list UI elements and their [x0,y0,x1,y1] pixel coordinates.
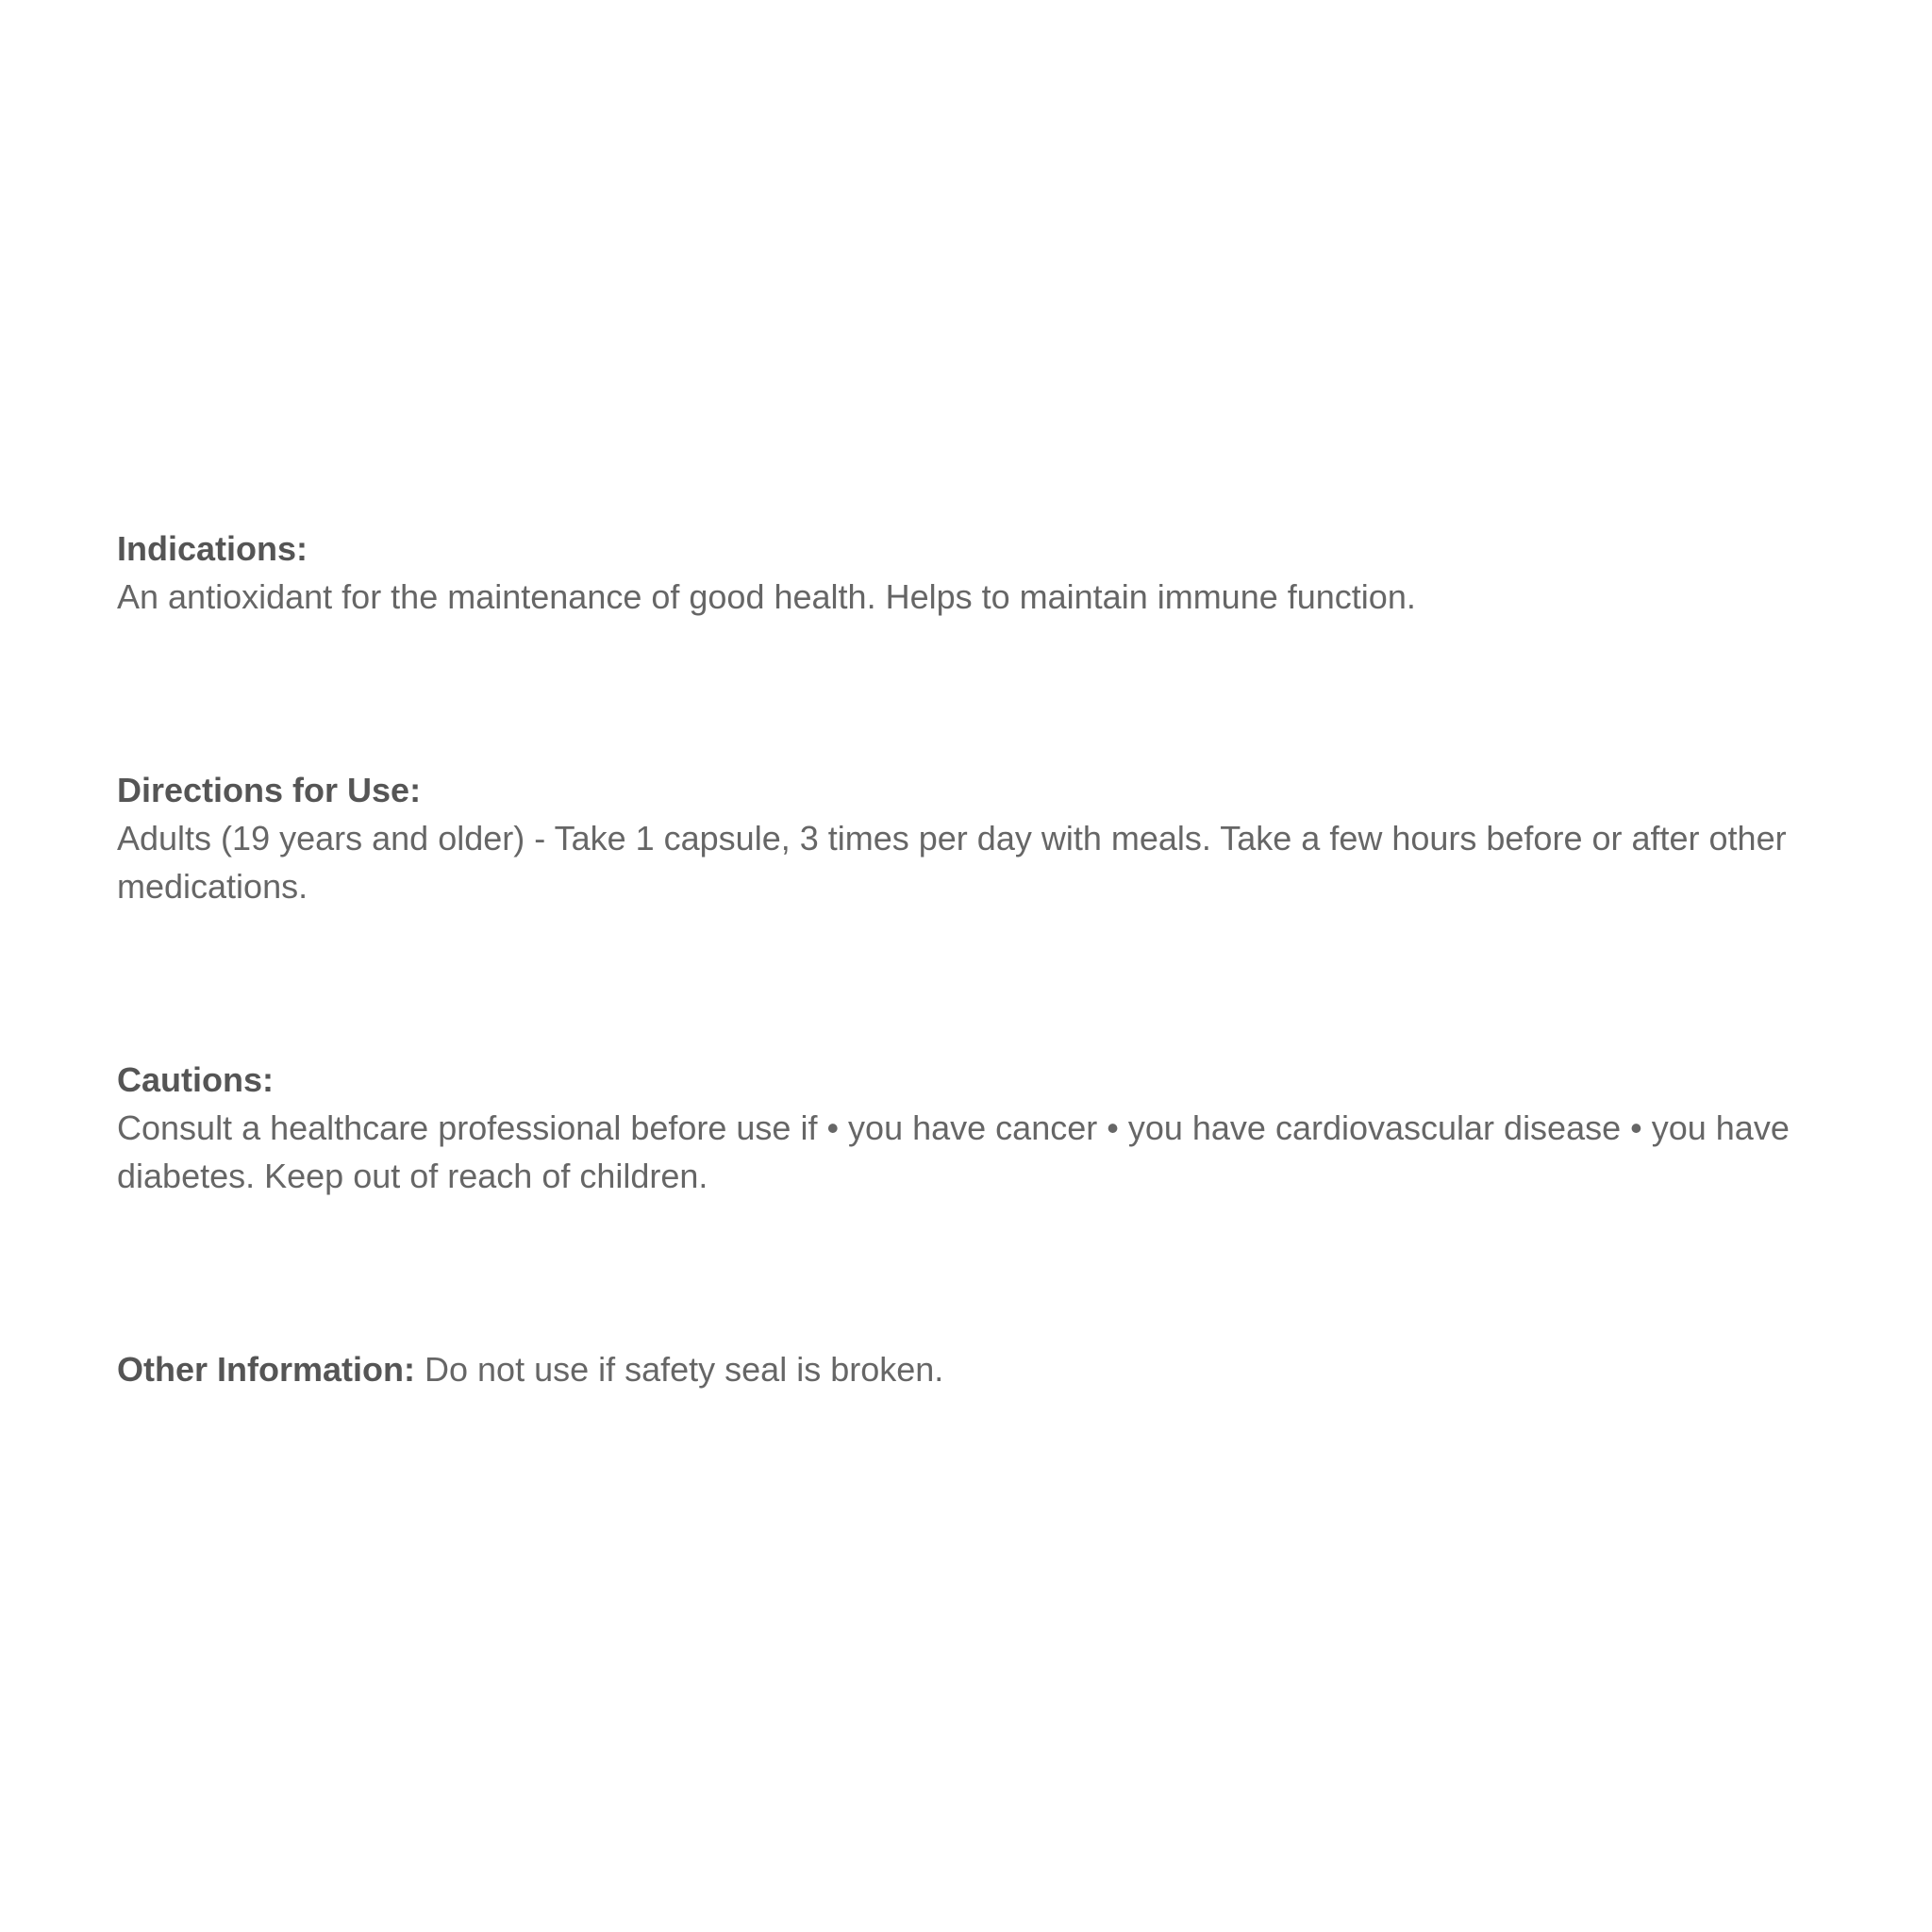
indications-text: An antioxidant for the maintenance of good health. Helps to maintain immune function. [117,577,1416,616]
other-information-heading: Other Information: [117,1350,415,1389]
directions-heading: Directions for Use: [117,771,422,809]
cautions-heading: Cautions: [117,1060,274,1099]
cautions-text: Consult a healthcare professional before use if • you have cancer • you have cardiovascular disease • you have diabetes. Keep out of reach of children. [117,1108,1790,1195]
other-information-text: Do not use if safety seal is broken. [425,1350,944,1389]
cautions-section [117,1056,1843,1200]
directions-text: Adults (19 years and older) - Take 1 capsule, 3 times per day with meals. Take a few hours before or after other medications. [117,819,1787,906]
indications-section [117,525,1843,621]
product-information [117,525,1843,1393]
other-information-section [117,1345,1843,1393]
indications-heading: Indications: [117,529,308,568]
directions-section [117,766,1843,910]
